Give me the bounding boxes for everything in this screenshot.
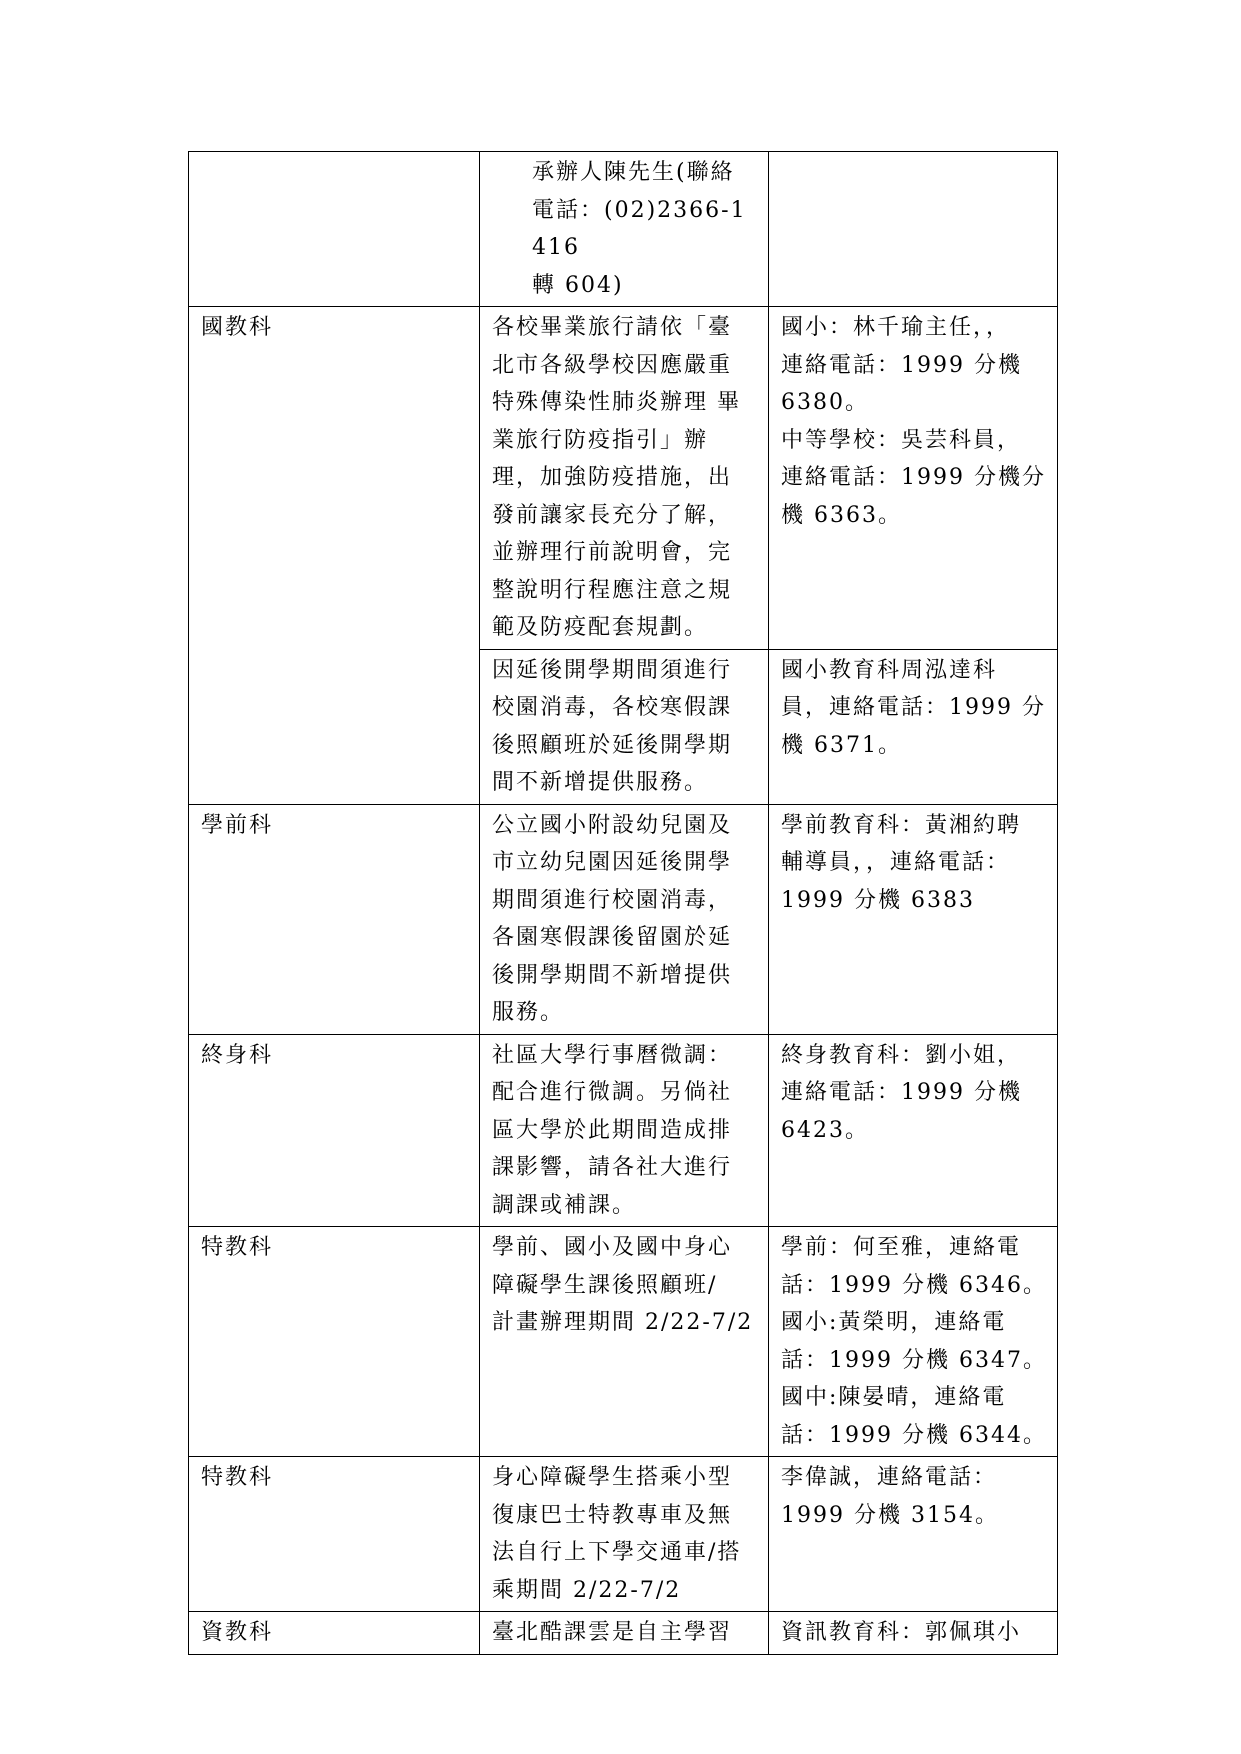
measures-table <box>188 151 1058 1655</box>
dept-cell <box>189 152 480 307</box>
measure-cell: 公立國小附設幼兒園及 市立幼兒園因延後開學 期間須進行校園消毒， 各園寒假課後留園於延 後開學期間不新增提供 服務。 <box>480 804 769 1034</box>
dept-cell: 終身科 <box>189 1034 480 1227</box>
measure-cell: 臺北酷課雲是自主學習 <box>480 1612 769 1655</box>
table-row <box>189 1034 1058 1227</box>
measure-cell: 承辦人陳先生(聯絡 電話：(02)2366-1416 轉 604) <box>480 152 769 307</box>
table-row <box>189 1227 1058 1457</box>
dept-cell: 資教科 <box>189 1612 480 1655</box>
contact-cell: 學前教育科：黃湘約聘 輔導員，，連絡電話： 1999 分機 6383 <box>769 804 1058 1034</box>
measure-cell: 因延後開學期間須進行 校園消毒，各校寒假課 後照顧班於延後開學期 間不新增提供服務。 <box>480 649 769 804</box>
table-row <box>189 307 1058 650</box>
contact-cell: 國小：林千瑜主任，， 連絡電話：1999 分機 6380。 中等學校：吳芸科員， 連絡電話：1999 分機分 機 6363。 <box>769 307 1058 650</box>
dept-cell: 國教科 <box>189 307 480 805</box>
contact-cell: 學前：何至雅，連絡電 話：1999 分機 6346。 國小:黃榮明，連絡電 話：1999 分機 6347。 國中:陳晏晴，連絡電 話：1999 分機 6344。 <box>769 1227 1058 1457</box>
table-row <box>189 1612 1058 1655</box>
dept-cell: 特教科 <box>189 1227 480 1457</box>
measure-cell: 學前、國小及國中身心 障礙學生課後照顧班/ 計畫辦理期間 2/22-7/2 <box>480 1227 769 1457</box>
measure-cell: 各校畢業旅行請依「臺 北市各級學校因應嚴重 特殊傳染性肺炎辦理 畢 業旅行防疫指引」辦 理，加強防疫措施，出 發前讓家長充分了解， 並辦理行前說明會，完 整說明行程應注意之規 範及防疫配套規劃。 <box>480 307 769 650</box>
measure-cell: 身心障礙學生搭乘小型 復康巴士特教專車及無 法自行上下學交通車/搭 乘期間 2/22-7/2 <box>480 1457 769 1612</box>
contact-cell: 資訊教育科：郭佩琪小 <box>769 1612 1058 1655</box>
dept-cell: 特教科 <box>189 1457 480 1612</box>
contact-cell: 李偉誠，連絡電話： 1999 分機 3154。 <box>769 1457 1058 1612</box>
table-row <box>189 804 1058 1034</box>
contact-cell: 終身教育科：劉小姐， 連絡電話：1999 分機 6423。 <box>769 1034 1058 1227</box>
table-row <box>189 152 1058 307</box>
measure-cell: 社區大學行事曆微調： 配合進行微調。另倘社 區大學於此期間造成排 課影響，請各社大進行 調課或補課。 <box>480 1034 769 1227</box>
contact-cell <box>769 152 1058 307</box>
table-row <box>189 1457 1058 1612</box>
contact-cell: 國小教育科周泓達科 員，連絡電話：1999 分 機 6371。 <box>769 649 1058 804</box>
dept-cell: 學前科 <box>189 804 480 1034</box>
